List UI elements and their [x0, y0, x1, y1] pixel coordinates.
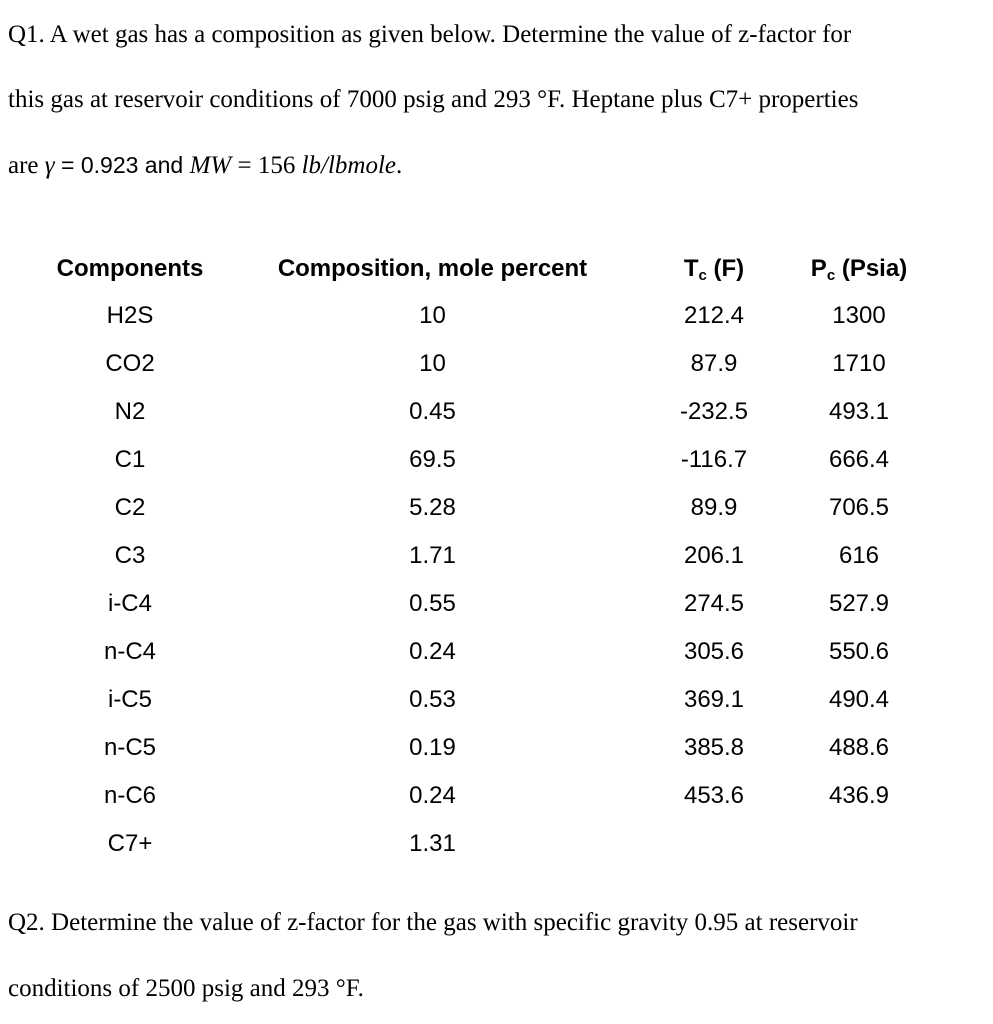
q2-text-line-1: Q2. Determine the value of z-factor for the gas with specific gravity 0.95 at reservoir [8, 909, 858, 936]
component-cell: N2 [114, 398, 146, 425]
composition-cell: 69.5 [409, 446, 456, 473]
components-table [30, 246, 925, 868]
table-row [30, 628, 925, 676]
sentence-period: . [396, 152, 403, 179]
component-cell: n-C4 [103, 638, 157, 665]
table-row [30, 820, 925, 868]
gamma-value: = 0.923 and [54, 152, 190, 178]
tc-cell: 89.9 [690, 494, 738, 521]
tc-cell: 453.6 [683, 782, 745, 809]
table-header-row [30, 246, 925, 292]
mw-equals: = [231, 152, 258, 179]
tc-cell: -116.7 [680, 446, 748, 473]
pc-cell: 490.4 [828, 686, 890, 713]
mw-value: 156 [257, 152, 302, 179]
component-cell: C1 [114, 446, 146, 473]
component-cell: i-C4 [107, 590, 152, 617]
tc-cell: 212.4 [683, 302, 745, 329]
table-row [30, 292, 925, 340]
header-critical-temperature: Tc (F) [683, 255, 745, 284]
pc-cell: 436.9 [828, 782, 890, 809]
pc-cell: 666.4 [828, 446, 890, 473]
composition-cell: 10 [419, 350, 446, 377]
tc-cell: 385.8 [683, 734, 745, 761]
table-row [30, 436, 925, 484]
tc-cell: 274.5 [683, 590, 745, 617]
q1-text-line-2: this gas at reservoir conditions of 7000 psig and 293 °F. Heptane plus C7+ properties [8, 86, 859, 113]
q2-text-line-2: conditions of 2500 psig and 293 °F. [8, 975, 364, 1002]
pc-cell: 488.6 [828, 734, 890, 761]
composition-cell: 0.45 [409, 398, 456, 425]
table-row [30, 580, 925, 628]
table-row [30, 676, 925, 724]
pc-cell [793, 820, 925, 868]
composition-cell: 1.31 [409, 830, 456, 857]
q1-text-line-1: Q1. A wet gas has a composition as given below. Determine the value of z-factor for [8, 21, 852, 48]
pc-cell: 616 [838, 542, 880, 569]
table-row [30, 340, 925, 388]
pc-cell: 1300 [832, 302, 886, 329]
component-cell: C7+ [107, 830, 153, 857]
composition-cell: 5.28 [409, 494, 456, 521]
composition-cell: 1.71 [409, 542, 456, 569]
composition-cell: 0.19 [409, 734, 456, 761]
component-cell: C3 [114, 542, 146, 569]
table-row [30, 388, 925, 436]
table-row [30, 724, 925, 772]
component-cell: n-C6 [103, 782, 157, 809]
header-components: Components [56, 255, 204, 282]
pc-cell: 527.9 [828, 590, 890, 617]
component-cell: i-C5 [107, 686, 152, 713]
mw-label: MW [189, 152, 232, 179]
header-composition: Composition, mole percent [277, 255, 588, 282]
tc-cell: 87.9 [690, 350, 738, 377]
composition-cell: 0.53 [409, 686, 456, 713]
component-cell: C2 [114, 494, 146, 521]
pc-cell: 1710 [832, 350, 886, 377]
composition-cell: 0.55 [409, 590, 456, 617]
tc-cell: 206.1 [683, 542, 745, 569]
composition-cell: 0.24 [409, 638, 456, 665]
tc-cell: 305.6 [683, 638, 745, 665]
table-row [30, 772, 925, 820]
tc-cell [635, 820, 793, 868]
gamma-symbol: γ [44, 152, 55, 179]
table-row [30, 532, 925, 580]
q1-text-line-3 [8, 150, 402, 181]
pc-cell: 706.5 [828, 494, 890, 521]
are-word: are [8, 152, 45, 179]
component-cell: H2S [106, 302, 154, 329]
component-cell: CO2 [105, 350, 155, 377]
composition-cell: 0.24 [409, 782, 456, 809]
tc-cell: -232.5 [679, 398, 749, 425]
pc-cell: 493.1 [828, 398, 890, 425]
pc-cell: 550.6 [828, 638, 890, 665]
composition-cell: 10 [419, 302, 446, 329]
header-critical-pressure: Pc (Psia) [810, 255, 908, 284]
tc-cell: 369.1 [683, 686, 745, 713]
mw-unit: lb/lbmole [301, 152, 397, 179]
component-cell: n-C5 [103, 734, 157, 761]
table-row [30, 484, 925, 532]
